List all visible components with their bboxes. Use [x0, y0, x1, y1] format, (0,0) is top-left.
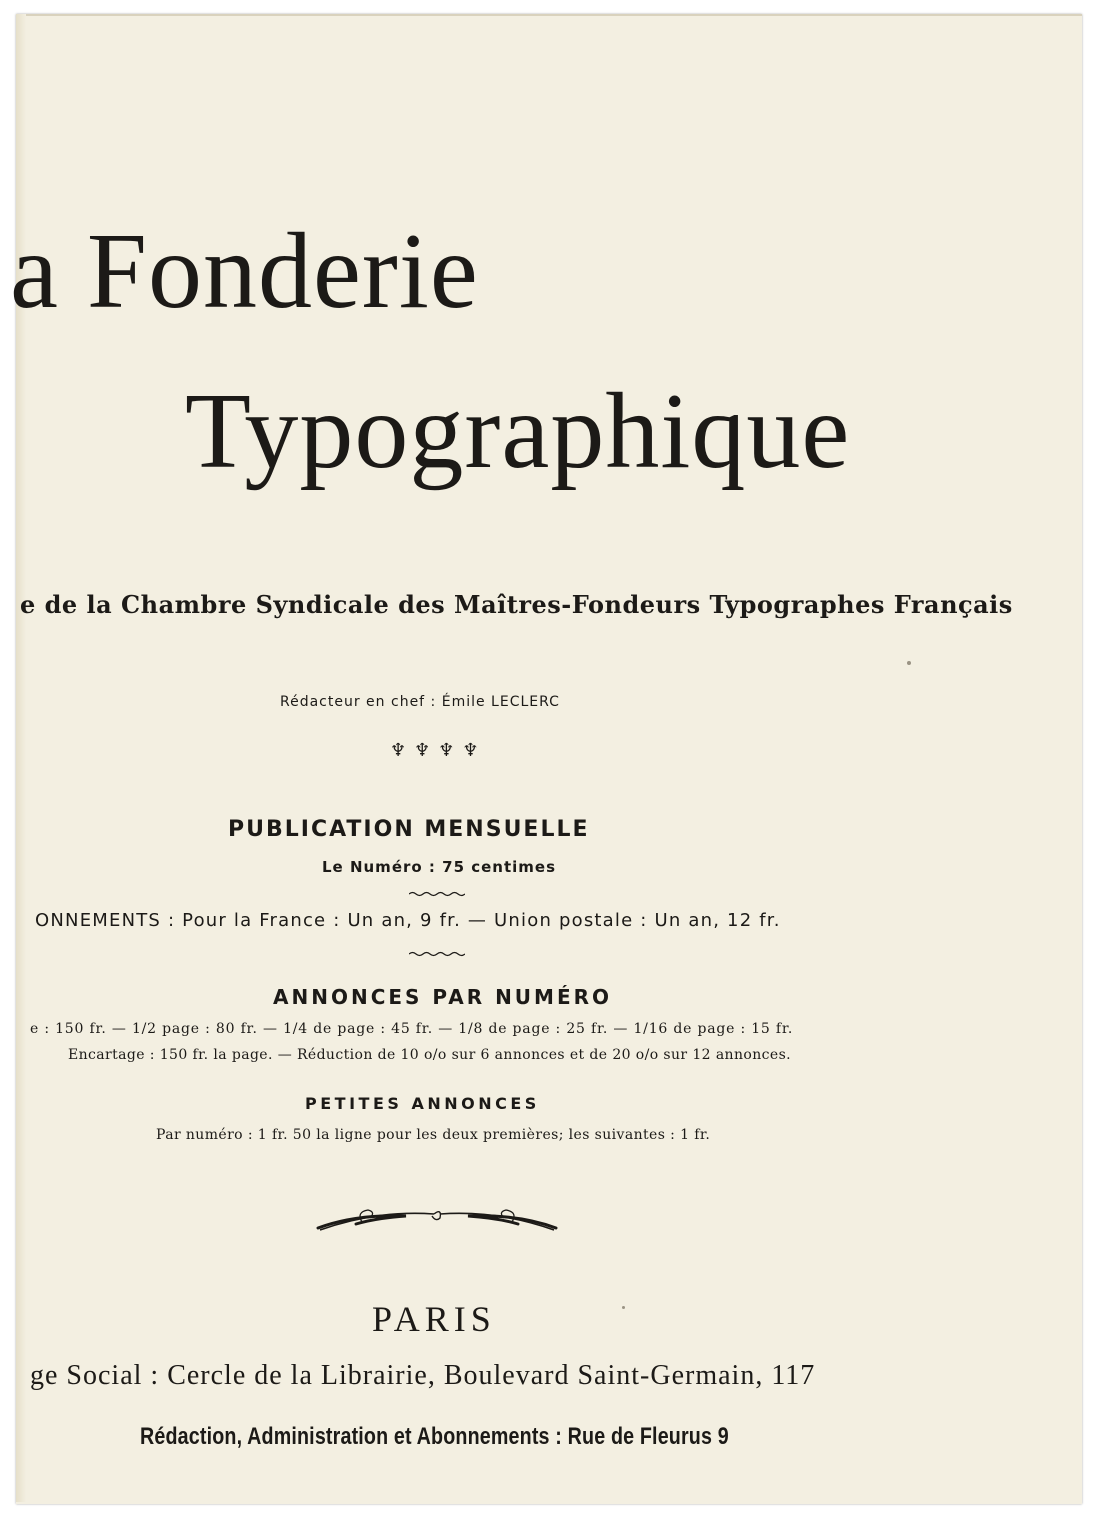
ads-insert: Encartage : 150 fr. la page. — Réduction de 10 o/o sur 6 annonces et de 20 o/o sur 12 annonces. [68, 1047, 792, 1063]
fleuron-ornament-icon: ♆♆♆♆ [390, 740, 487, 761]
editorial-address: Rédaction, Administration et Abonnements : Rue de Fleurus 9 [140, 1423, 729, 1450]
ads-title: ANNONCES PAR NUMÉRO [273, 985, 613, 1009]
title-line-2: Typographique [185, 372, 851, 491]
squiggle-divider-icon [409, 951, 465, 957]
subtitle: e de la Chambre Syndicale des Maîtres-Fondeurs Typographes Français [20, 590, 1013, 619]
issue-price: Le Numéro : 75 centimes [322, 858, 557, 876]
city: PARIS [372, 1299, 496, 1339]
title-line-1: a Fonderie [10, 212, 479, 331]
editor-line: Rédacteur en chef : Émile LECLERC [280, 694, 560, 710]
subscription-rates: ONNEMENTS : Pour la France : Un an, 9 fr. — Union postale : Un an, 12 fr. [35, 910, 781, 931]
publication-frequency: PUBLICATION MENSUELLE [228, 817, 590, 842]
ads-rates: e : 150 fr. — 1/2 page : 80 fr. — 1/4 de page : 45 fr. — 1/8 de page : 25 fr. — 1/16 de page : 15 fr. [30, 1021, 794, 1037]
small-ads-rates: Par numéro : 1 fr. 50 la ligne pour les deux premières; les suivantes : 1 fr. [156, 1127, 711, 1143]
headquarters: ge Social : Cercle de la Librairie, Boulevard Saint-Germain, 117 [30, 1360, 816, 1391]
squiggle-divider-icon [409, 891, 465, 897]
paper-speck [907, 661, 911, 665]
paper-speck [622, 1306, 625, 1309]
small-ads-title: PETITES ANNONCES [305, 1094, 540, 1113]
flourish-ornament-icon [316, 1204, 558, 1234]
